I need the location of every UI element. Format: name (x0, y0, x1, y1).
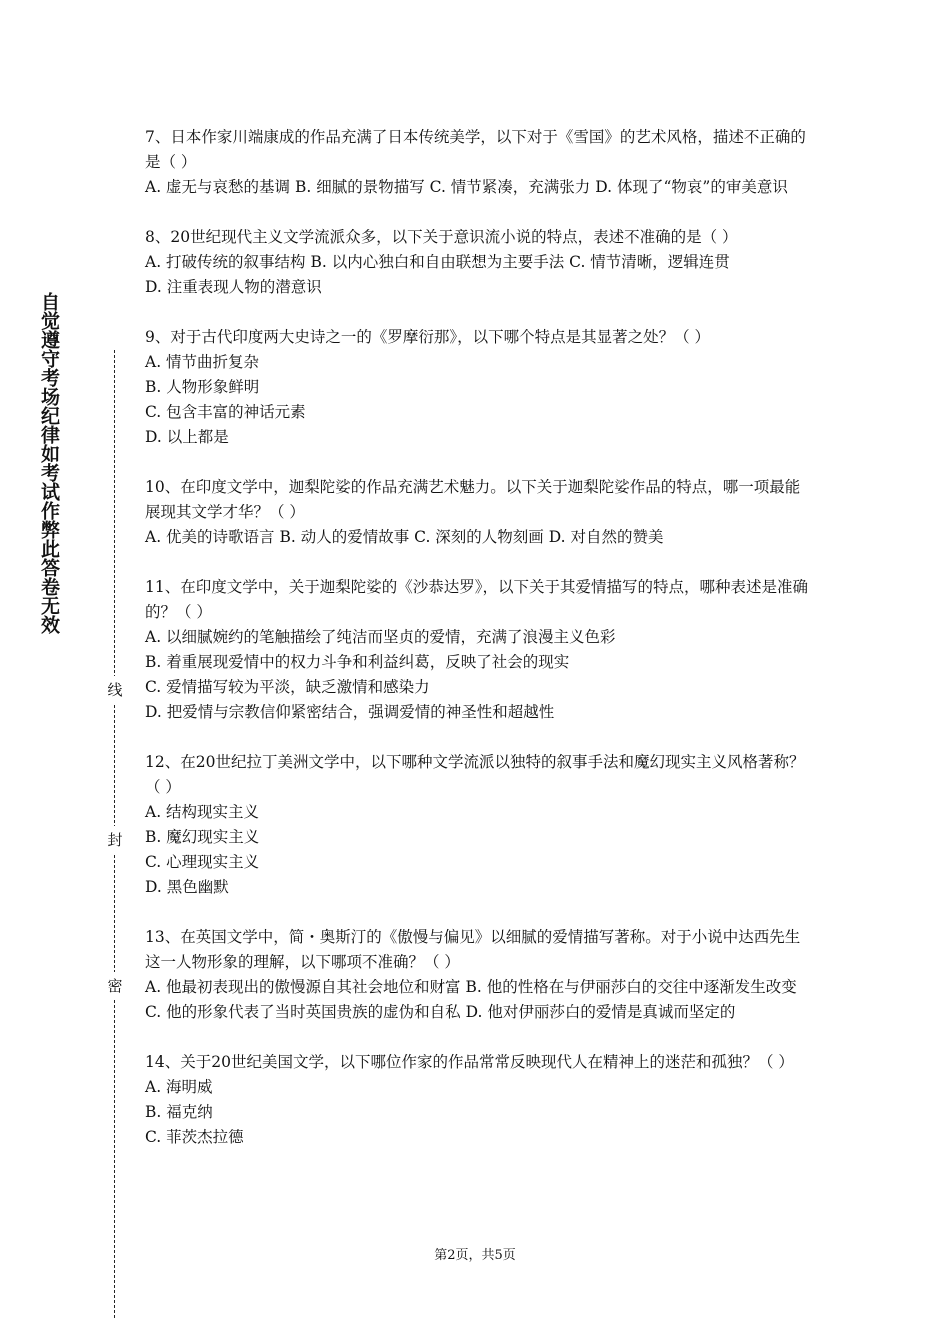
question-option-a: A. 结构现实主义 (145, 803, 260, 821)
question-option-d: D. 把爱情与宗教信仰紧密结合，强调爱情的神圣性和超越性 (145, 703, 555, 721)
question-9 (145, 325, 810, 450)
question-12 (145, 750, 810, 900)
question-option-d: D. 注重表现人物的潜意识 (145, 278, 322, 296)
binding-mark-seal: 封 (105, 826, 125, 854)
question-option-d: D. 以上都是 (145, 428, 229, 446)
question-14 (145, 1050, 810, 1150)
binding-mark-dense: 密 (105, 972, 125, 1000)
question-option-c: C. 菲茨杰拉德 (145, 1128, 244, 1146)
question-option-b: B. 魔幻现实主义 (145, 828, 260, 846)
question-options: A. 打破传统的叙事结构 B. 以内心独白和自由联想为主要手法 C. 情节清晰，逻辑连贯 (145, 253, 730, 271)
question-option-b: B. 人物形象鲜明 (145, 378, 260, 396)
question-13 (145, 925, 810, 1025)
question-8 (145, 225, 810, 300)
question-option-b: B. 着重展现爱情中的权力斗争和利益纠葛，反映了社会的现实 (145, 653, 570, 671)
question-option-c: C. 包含丰富的神话元素 (145, 403, 306, 421)
question-options: A. 虚无与哀愁的基调 B. 细腻的景物描写 C. 情节紧凑，充满张力 D. 体现了“物哀”的审美意识 (145, 178, 788, 196)
question-option-a: A. 海明威 (145, 1078, 213, 1096)
question-option-a: A. 情节曲折复杂 (145, 353, 260, 371)
question-11 (145, 575, 810, 725)
binding-mark-line: 线 (105, 676, 125, 704)
question-stem: 11、在印度文学中，关于迦梨陀娑的《沙恭达罗》，以下关于其爱情描写的特点，哪种表述是准确的？（ ） (145, 578, 808, 621)
question-option-c: C. 爱情描写较为平淡，缺乏激情和感染力 (145, 678, 430, 696)
question-option-d: D. 黑色幽默 (145, 878, 229, 896)
exam-discipline-notice: 自觉遵守考场纪律如考试作弊此答卷无效 (38, 292, 60, 634)
question-options: A. 优美的诗歌语言 B. 动人的爱情故事 C. 深刻的人物刻画 D. 对自然的赞美 (145, 528, 664, 546)
question-stem: 9、对于古代印度两大史诗之一的《罗摩衍那》，以下哪个特点是其显著之处？（ ） (145, 328, 711, 346)
question-7 (145, 125, 810, 200)
question-list (145, 125, 810, 1175)
question-options: A. 他最初表现出的傲慢源自其社会地位和财富 B. 他的性格在与伊丽莎白的交往中逐渐发生改变 C. 他的形象代表了当时英国贵族的虚伪和自私 D. 他对伊丽莎白的爱情是真诚而坚定的 (145, 978, 797, 1021)
page-number: 第2页，共5页 (434, 1248, 516, 1263)
question-stem: 8、20世纪现代主义文学流派众多，以下关于意识流小说的特点，表述不准确的是（ ） (145, 228, 738, 246)
question-stem: 13、在英国文学中，简・奥斯汀的《傲慢与偏见》以细腻的爱情描写著称。对于小说中达西先生这一人物形象的理解，以下哪项不准确？（ ） (145, 928, 801, 971)
question-stem: 10、在印度文学中，迦梨陀娑的作品充满艺术魅力。以下关于迦梨陀娑作品的特点，哪一项最能展现其文学才华？（ ） (145, 478, 801, 521)
question-10 (145, 475, 810, 550)
question-stem: 7、日本作家川端康成的作品充满了日本传统美学，以下对于《雪国》的艺术风格，描述不正确的是（ ） (145, 128, 806, 171)
question-stem: 14、关于20世纪美国文学，以下哪位作家的作品常常反映现代人在精神上的迷茫和孤独？（ ） (145, 1053, 794, 1071)
question-option-c: C. 心理现实主义 (145, 853, 260, 871)
question-option-b: B. 福克纳 (145, 1103, 213, 1121)
question-option-a: A. 以细腻婉约的笔触描绘了纯洁而坚贞的爱情，充满了浪漫主义色彩 (145, 628, 616, 646)
question-stem: 12、在20世纪拉丁美洲文学中，以下哪种文学流派以独特的叙事手法和魔幻现实主义风格著称？（ ） (145, 753, 805, 796)
